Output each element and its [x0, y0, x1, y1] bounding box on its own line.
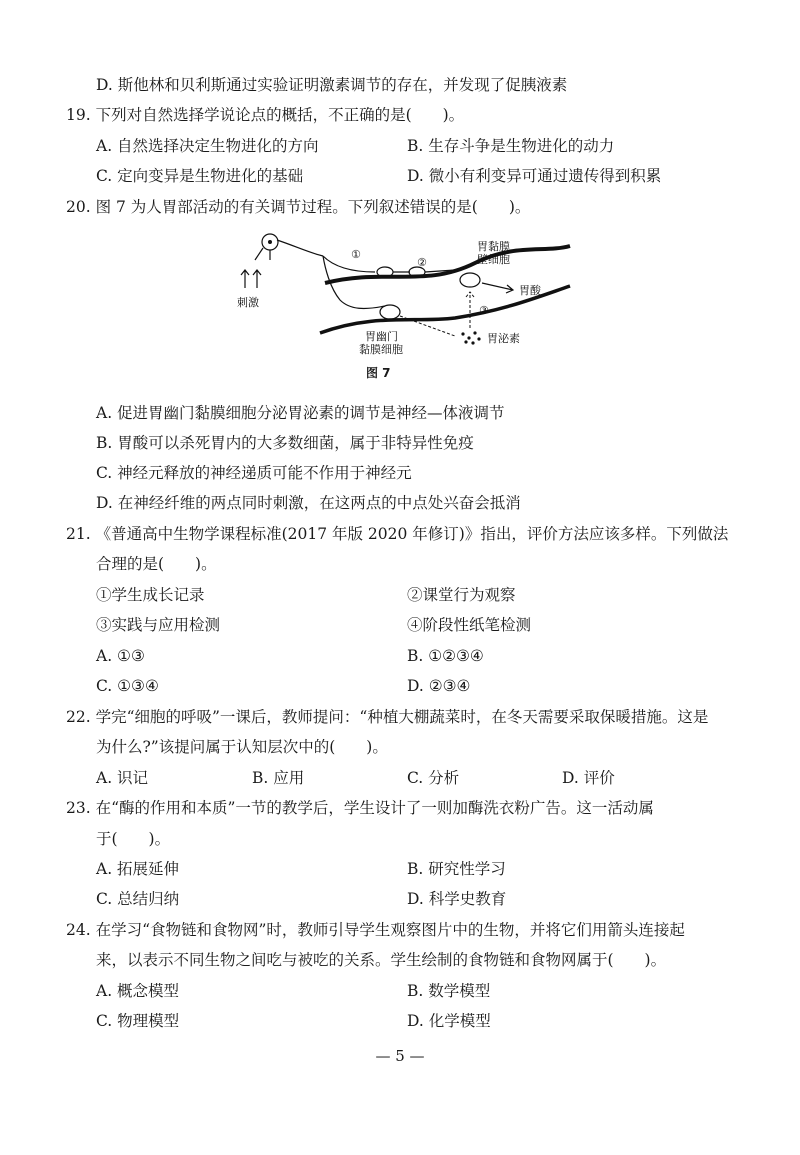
wall-cell-label-2: 壁细胞	[477, 253, 510, 266]
q20-option-d: D. 在神经纤维的两点同时刺激，在这两点的中点处兴奋会抵消	[96, 494, 521, 512]
pylorus-label-2: 黏膜细胞	[359, 343, 403, 356]
stomach-regulation-diagram	[225, 228, 585, 378]
wall-cell-label-1: 胃黏膜	[477, 240, 510, 253]
acid-label: 胃酸	[519, 284, 541, 297]
q20-stem: 20. 图 7 为人胃部活动的有关调节过程。下列叙述错误的是( )。	[66, 198, 531, 216]
q19-option-d: D. 微小有利变异可通过遗传得到积累	[407, 167, 662, 185]
q22-stem-line1: 22. 学完“细胞的呼吸”一课后，教师提问：“种植大棚蔬菜时，在冬天需要采取保暖措施。这是	[66, 708, 709, 726]
q21-stem-line2: 合理的是( )。	[96, 555, 217, 573]
q24-option-d: D. 化学模型	[407, 1012, 491, 1030]
q23-option-c: C. 总结归纳	[96, 890, 180, 908]
q19-stem: 19. 下列对自然选择学说论点的概括，不正确的是( )。	[66, 106, 465, 124]
label-3: ③	[479, 304, 489, 317]
q23-option-b: B. 研究性学习	[407, 860, 506, 878]
figure-caption: 图 7	[366, 366, 391, 380]
q21-item-2: ②课堂行为观察	[407, 586, 516, 604]
page-number: — 5 —	[375, 1047, 425, 1065]
q24-stem-line1: 24. 在学习“食物链和食物网”时，教师引导学生观察图片中的生物，并将它们用箭头连接起	[66, 921, 685, 939]
neuron-nucleus	[268, 240, 272, 244]
q22-option-d: D. 评价	[562, 769, 615, 787]
pyloric-cell	[380, 305, 400, 319]
q21-option-d: D. ②③④	[407, 677, 471, 695]
q24-option-a: A. 概念模型	[96, 982, 180, 1000]
label-2: ②	[417, 256, 427, 269]
q19-option-c: C. 定向变异是生物进化的基础	[96, 167, 304, 185]
gastrin-label: 胃泌素	[487, 332, 520, 345]
stimulus-arrow-icon	[253, 270, 261, 288]
q23-stem-line2: 于( )。	[96, 830, 171, 848]
q21-item-4: ④阶段性纸笔检测	[407, 616, 532, 634]
q18-option-d: D. 斯他林和贝利斯通过实验证明激素调节的存在，并发现了促胰液素	[96, 76, 568, 94]
q23-option-d: D. 科学史教育	[407, 890, 507, 908]
neuron-axon	[277, 240, 323, 256]
q21-item-1: ①学生成长记录	[96, 586, 205, 604]
q23-stem-line1: 23. 在“酶的作用和本质”一节的教学后，学生设计了一则加酶洗衣粉广告。这一活动属	[66, 799, 654, 817]
stomach-wall-upper	[325, 246, 570, 283]
q24-stem-line2: 来，以表示不同生物之间吃与被吃的关系。学生绘制的食物链和食物网属于( )。	[96, 951, 667, 969]
stimulus-label: 刺激	[237, 296, 259, 309]
gastrin-dots	[461, 331, 480, 344]
stimulus-arrow-icon	[241, 270, 249, 288]
label-1: ①	[351, 248, 361, 261]
q21-option-c: C. ①③④	[96, 677, 159, 695]
q21-option-b: B. ①②③④	[407, 647, 484, 665]
q22-stem-line2: 为什么?”该提问属于认知层次中的( )。	[96, 738, 388, 756]
q19-option-b: B. 生存斗争是生物进化的动力	[407, 137, 615, 155]
q20-option-a: A. 促进胃幽门黏膜细胞分泌胃泌素的调节是神经—体液调节	[96, 404, 505, 422]
gastrin-to-parietal-arrow-icon	[466, 292, 474, 328]
q21-stem-line1: 21. 《普通高中生物学课程标准(2017 年版 2020 年修订)》指出，评价方法应该多样。下列做法	[66, 525, 729, 543]
q19-option-a: A. 自然选择决定生物进化的方向	[96, 137, 319, 155]
q20-option-b: B. 胃酸可以杀死胃内的大多数细菌，属于非特异性免疫	[96, 434, 474, 452]
q24-option-b: B. 数学模型	[407, 982, 491, 1000]
stomach-regulation-figure	[225, 228, 585, 378]
parietal-cell	[460, 273, 480, 287]
q20-option-c: C. 神经元释放的神经递质可能不作用于神经元	[96, 464, 412, 482]
q21-item-3: ③实践与应用检测	[96, 616, 221, 634]
q21-option-a: A. ①③	[96, 647, 145, 665]
pylorus-label-1: 胃幽门	[365, 330, 398, 343]
nerve-branch-upper	[323, 256, 375, 272]
q22-option-a: A. 识记	[96, 769, 149, 787]
q22-option-b: B. 应用	[252, 769, 305, 787]
acid-arrow-icon	[482, 283, 513, 293]
q22-option-c: C. 分析	[407, 769, 460, 787]
q24-option-c: C. 物理模型	[96, 1012, 180, 1030]
q23-option-a: A. 拓展延伸	[96, 860, 180, 878]
